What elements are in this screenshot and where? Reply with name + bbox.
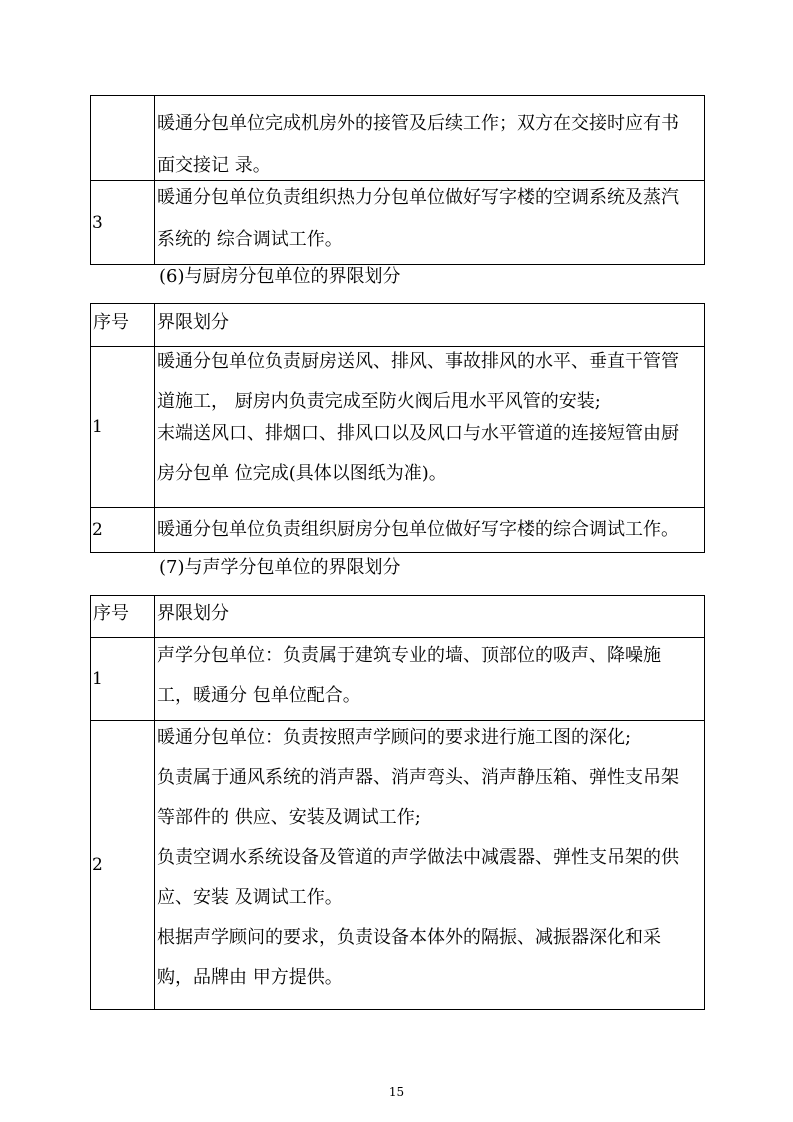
- row-number: 1: [91, 638, 155, 721]
- table-header-row: [91, 596, 705, 638]
- scope-line: 暖通分包单位完成机房外的接管及后续工作；双方在交接时应有书: [157, 113, 679, 134]
- page-number: 15: [388, 1085, 405, 1099]
- scope-line: 负责空调水系统设备及管道的声学做法中减震器、弹性支吊架的供: [157, 847, 679, 868]
- header-number: 序号: [91, 304, 155, 347]
- boundary-table-acoustic: [90, 595, 705, 1010]
- row-scope-cell: [155, 638, 705, 721]
- row-scope-cell: [155, 721, 705, 1010]
- scope-line: 房分包单 位完成(具体以图纸为准)。: [157, 463, 447, 484]
- row-scope-cell: [155, 347, 705, 508]
- row-number: 1: [91, 347, 155, 508]
- row-number: [91, 96, 155, 181]
- scope-line: 末端送风口、排烟口、排风口以及风口与水平管道的连接短管由厨: [157, 423, 679, 444]
- table-row: [91, 508, 705, 553]
- row-number: 3: [91, 181, 155, 265]
- scope-line: 暖通分包单位负责组织热力分包单位做好写字楼的空调系统及蒸汽: [157, 187, 679, 208]
- table-row: [91, 721, 705, 1010]
- scope-line: 工，暖通分 包单位配合。: [157, 685, 361, 706]
- scope-line: 声学分包单位：负责属于建筑专业的墙、顶部位的吸声、降噪施: [157, 645, 661, 666]
- table-header-row: [91, 304, 705, 347]
- scope-line: 暖通分包单位负责厨房送风、排风、事故排风的水平、垂直干管管: [157, 351, 679, 372]
- scope-line: 系统的 综合调试工作。: [157, 229, 343, 250]
- row-number: 2: [91, 721, 155, 1010]
- scope-line: 负责属于通风系统的消声器、消声弯头、消声静压箱、弹性支吊架: [157, 767, 679, 788]
- scope-line: 应、安装 及调试工作。: [157, 887, 343, 908]
- scope-line: 根据声学顾问的要求，负责设备本体外的隔振、减振器深化和采: [157, 927, 661, 948]
- scope-line: 面交接记 录。: [157, 155, 271, 176]
- scope-line: 等部件的 供应、安装及调试工作;: [157, 807, 421, 828]
- table-row: [91, 181, 705, 265]
- scope-line: 购，品牌由 甲方提供。: [157, 967, 343, 988]
- table-row: [91, 347, 705, 508]
- row-scope-cell: [155, 181, 705, 265]
- scope-line: 暖通分包单位负责组织厨房分包单位做好写字楼的综合调试工作。: [157, 519, 679, 540]
- header-scope: 界限划分: [155, 304, 705, 347]
- row-scope-cell: [155, 96, 705, 181]
- scope-line: 道施工， 厨房内负责完成至防火阀后甩水平风管的安装;: [157, 391, 601, 412]
- row-number: 2: [91, 508, 155, 553]
- header-scope: 界限划分: [155, 596, 705, 638]
- table-row: [91, 638, 705, 721]
- boundary-table-kitchen: [90, 303, 705, 553]
- header-number: 序号: [91, 596, 155, 638]
- row-scope-cell: [155, 508, 705, 553]
- section-caption-kitchen: (6)与厨房分包单位的界限划分: [159, 266, 401, 287]
- section-caption-acoustic: (7)与声学分包单位的界限划分: [159, 557, 401, 578]
- scope-line: 暖通分包单位：负责按照声学顾问的要求进行施工图的深化;: [157, 727, 632, 748]
- table-row: [91, 96, 705, 181]
- boundary-table-heat: [90, 95, 705, 265]
